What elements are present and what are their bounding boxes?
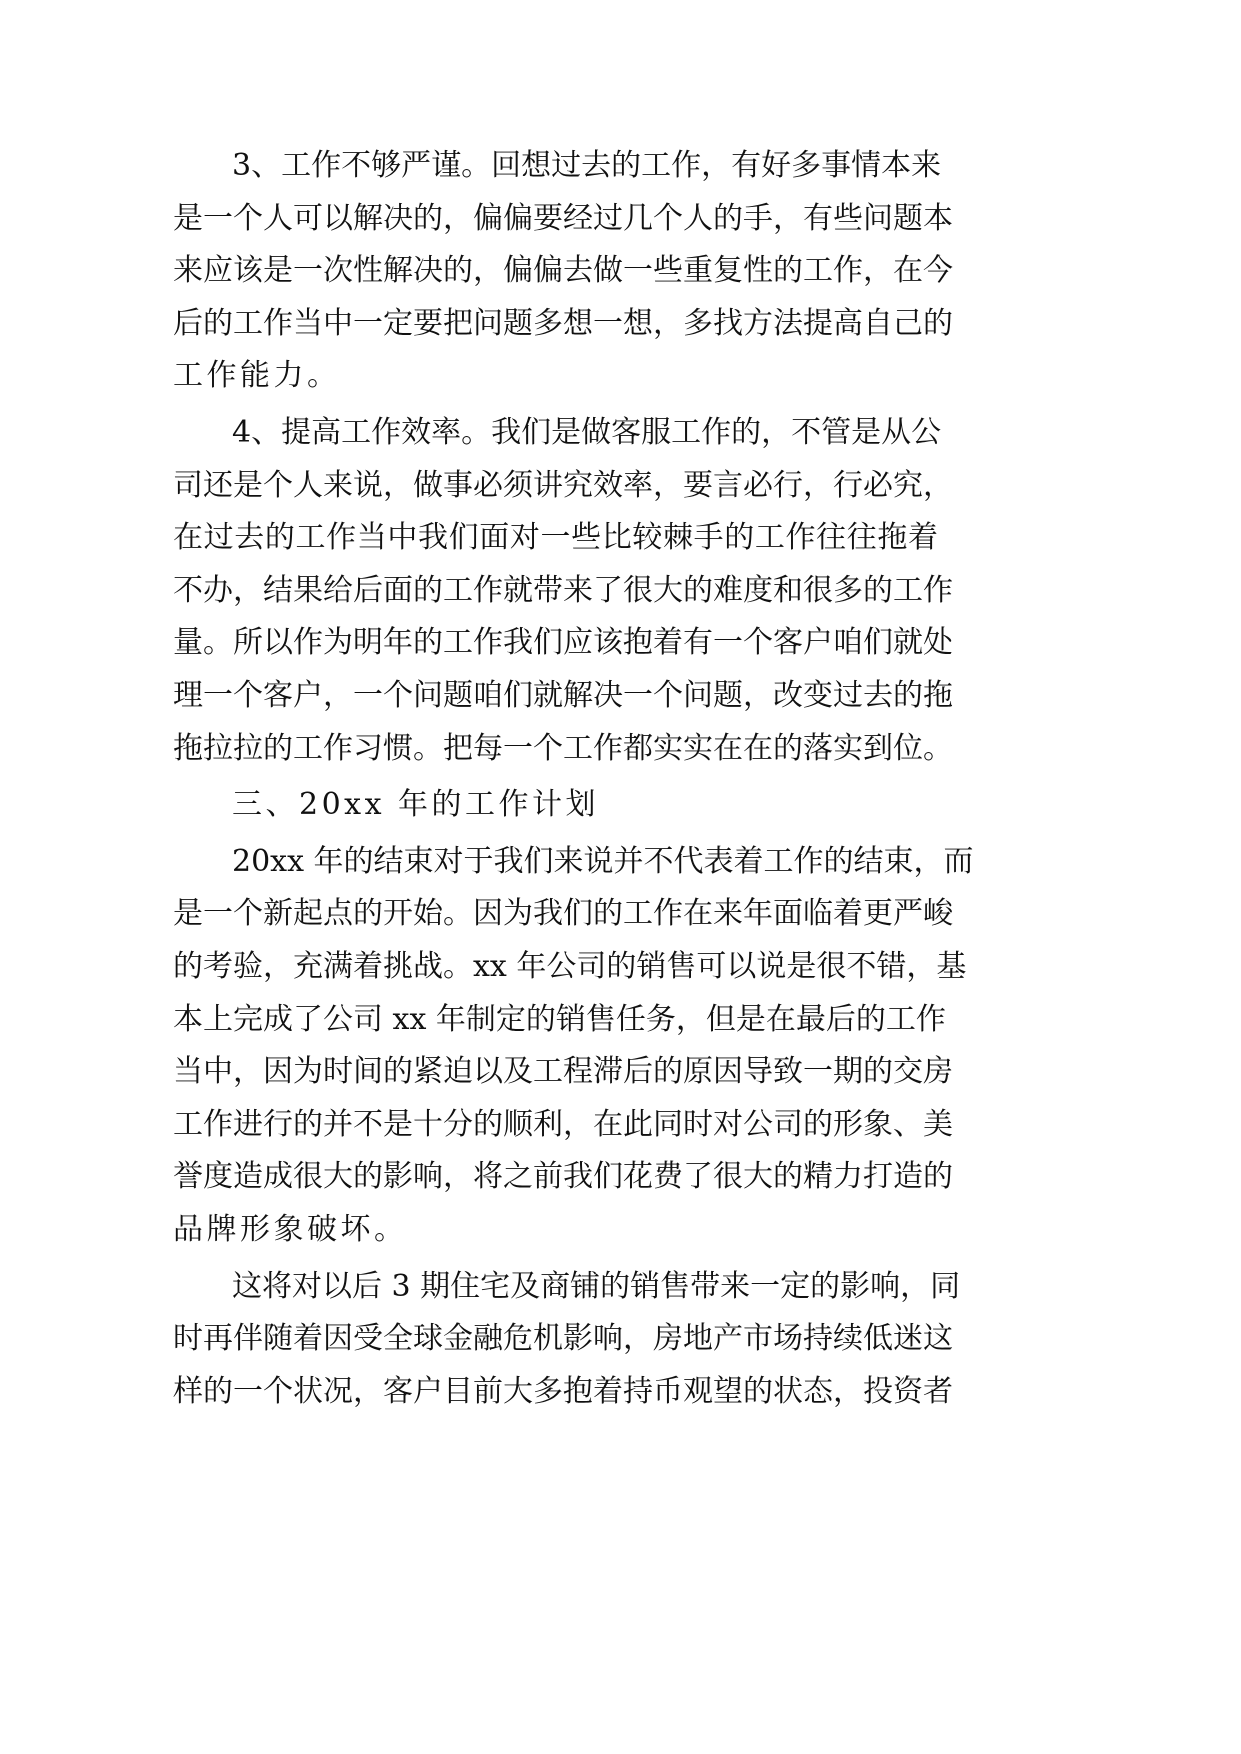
paragraph-line: 拖拉拉的工作习惯。把每一个工作都实实在在的落实到位。 — [173, 730, 953, 766]
paragraph-line: 工作能力。 — [173, 358, 341, 394]
paragraph-line: 理一个客户，一个问题咱们就解决一个问题，改变过去的拖 — [173, 678, 953, 713]
paragraph-line: 是一个人可以解决的，偏偏要经过几个人的手，有些问题本 — [173, 200, 953, 236]
paragraph-first-line: 4、提高工作效率。我们是做客服工作的，不管是从公 — [232, 415, 942, 450]
paragraph-first-line: 这将对以后 3 期住宅及商铺的销售带来一定的影响，同 — [232, 1268, 961, 1304]
paragraph-line: 来应该是一次性解决的，偏偏去做一些重复性的工作，在今 — [173, 253, 953, 289]
paragraph-line: 后的工作当中一定要把问题多想一想，多找方法提高自己的 — [173, 305, 953, 341]
paragraph-line: 样的一个状况，客户目前大多抱着持币观望的状态，投资者 — [173, 1373, 953, 1409]
paragraph-line: 不办，结果给后面的工作就带来了很大的难度和很多的工作 — [173, 572, 953, 608]
paragraph-line: 量。所以作为明年的工作我们应该抱着有一个客户咱们就处 — [173, 625, 953, 661]
paragraph-line: 在过去的工作当中我们面对一些比较棘手的工作往往拖着 — [173, 520, 938, 556]
paragraph-line: 是一个新起点的开始。因为我们的工作在来年面临着更严峻 — [173, 896, 953, 932]
paragraph-line: 工作进行的并不是十分的顺利，在此同时对公司的形象、美 — [173, 1106, 953, 1142]
paragraph-line: 誉度造成很大的影响，将之前我们花费了很大的精力打造的 — [173, 1159, 953, 1195]
paragraph-line: 司还是个人来说，做事必须讲究效率，要言必行，行必究， — [173, 467, 953, 503]
paragraph-first-line: 20xx 年的结束对于我们来说并不代表着工作的结束，而 — [232, 843, 974, 879]
paragraph-line: 时再伴随着因受全球金融危机影响，房地产市场持续低迷这 — [173, 1321, 953, 1357]
paragraph-line: 品牌形象破坏。 — [173, 1212, 408, 1247]
paragraph-line: 当中，因为时间的紧迫以及工程滞后的原因导致一期的交房 — [173, 1054, 953, 1090]
paragraph-first-line: 3、工作不够严谨。回想过去的工作，有好多事情本来 — [232, 148, 942, 183]
paragraph-first-line: 三、20xx 年的工作计划 — [232, 787, 600, 823]
paragraph-line: 的考验，充满着挑战。xx 年公司的销售可以说是很不错，基 — [173, 949, 967, 984]
paragraph-line: 本上完成了公司 xx 年制定的销售任务，但是在最后的工作 — [173, 1001, 946, 1037]
